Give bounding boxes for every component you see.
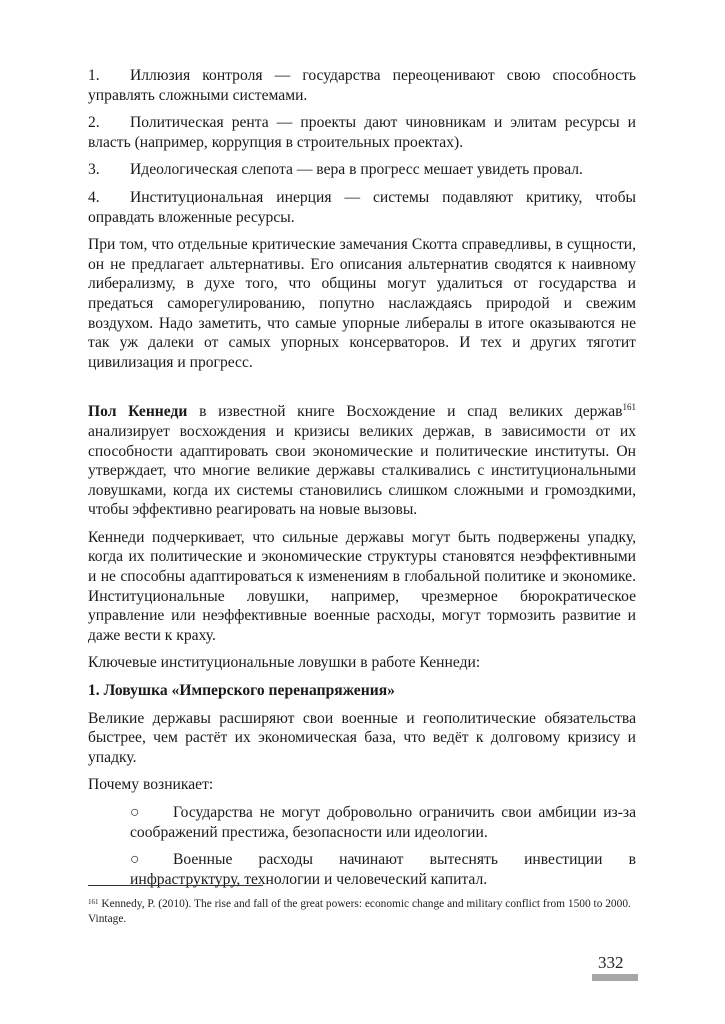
list-item <box>88 188 636 227</box>
footnote-divider <box>88 885 263 886</box>
footnote-text: Kennedy, P. (2010). The rise and fall of the great powers: economic change and military conflict from 1500 to 2000. Vintage. <box>88 898 631 925</box>
list-number: 2. <box>88 114 100 132</box>
bullet-item <box>88 850 636 889</box>
list-item <box>88 160 636 180</box>
paragraph-scott: При том, что отдельные критические замечания Скотта справедливы, в сущности, он не предлагает альтернативы. Его описания альтернатив сводятся к наивному либерализму, в духе того, что общины могут удалиться от государства и предаться саморегулированию, попутно наслаждаясь природой и свежим воздухом. Надо заметить, что самые упорные либералы в итоге оказываются не так уж далеки от самых упорных консерваторов. И тех и других тяготит цивилизация и прогресс. <box>88 236 636 371</box>
paragraph-key-traps: Ключевые институциональные ловушки в работе Кеннеди: <box>88 654 481 672</box>
page-number: 332 <box>598 953 624 972</box>
list-number: 4. <box>88 188 100 206</box>
paragraph-decline: Кеннеди подчеркивает, что сильные державы могут быть подвержены упадку, когда их политические и экономические структуры становятся неэффективными и не способны адаптироваться к изменениям в глобальной политике и экономике. Институциональные ловушки, например, чрезмерное бюрократическое управление или неэффективные военные расходы, могут тормозить развитие и даже вести к краху. <box>88 528 636 644</box>
list-item <box>88 113 636 152</box>
page-number-bar <box>592 974 638 981</box>
footnote-reference[interactable]: 161 <box>622 402 636 413</box>
bullet-item <box>88 803 636 842</box>
circle-bullet-icon: ○ <box>130 804 140 821</box>
circle-bullet-icon: ○ <box>130 851 140 869</box>
list-text: Иллюзия контроля — государства переоценивают свою способность управлять сложными системами. <box>88 67 636 104</box>
bullet-text: Государства не могут добровольно ограничить свои амбиции из-за соображений престижа, безопасности или идеологии. <box>130 804 636 841</box>
list-text: Идеологическая слепота — вера в прогресс мешает увидеть провал. <box>130 161 583 179</box>
list-number: 1. <box>88 67 100 84</box>
paragraph-kennedy-intro <box>88 402 636 520</box>
list-item <box>88 66 636 105</box>
intro-text-b: анализирует восхождения и кризисы великих держав, в зависимости от их способности адаптировать свои экономические и политические институты. Он утверждает, что многие великие державы сталкивались с институциональными ловушками, когда их системы становились слишком сложными и громоздкими, чтобы эффективно реагировать на новые вызовы. <box>88 422 636 519</box>
list-number: 3. <box>88 161 100 179</box>
list-text: Политическая рента — проекты дают чиновникам и элитам ресурсы и власть (например, коррупция в строительных проектах). <box>88 114 636 151</box>
footnote-number: 161 <box>88 898 99 906</box>
author-name: Пол Кеннеди <box>88 403 188 421</box>
bullet-text: Военные расходы начинают вытеснять инвестиции в инфраструктуру, технологии и человеческий капитал. <box>130 851 636 888</box>
list-text: Институциональная инерция — системы подавляют критику, чтобы оправдать вложенные ресурсы. <box>88 188 636 226</box>
paragraph-overstretch: Великие державы расширяют свои военные и геополитические обязательства быстрее, чем растёт их экономическая база, что ведёт к долговому кризису и упадку. <box>88 709 636 766</box>
section-heading: 1. Ловушка «Имперского перенапряжения» <box>88 682 395 700</box>
page-body <box>88 66 636 897</box>
intro-text-a: в известной книге Восхождение и спад великих держав <box>187 403 623 421</box>
footnote <box>88 897 636 926</box>
paragraph-why: Почему возникает: <box>88 776 214 794</box>
